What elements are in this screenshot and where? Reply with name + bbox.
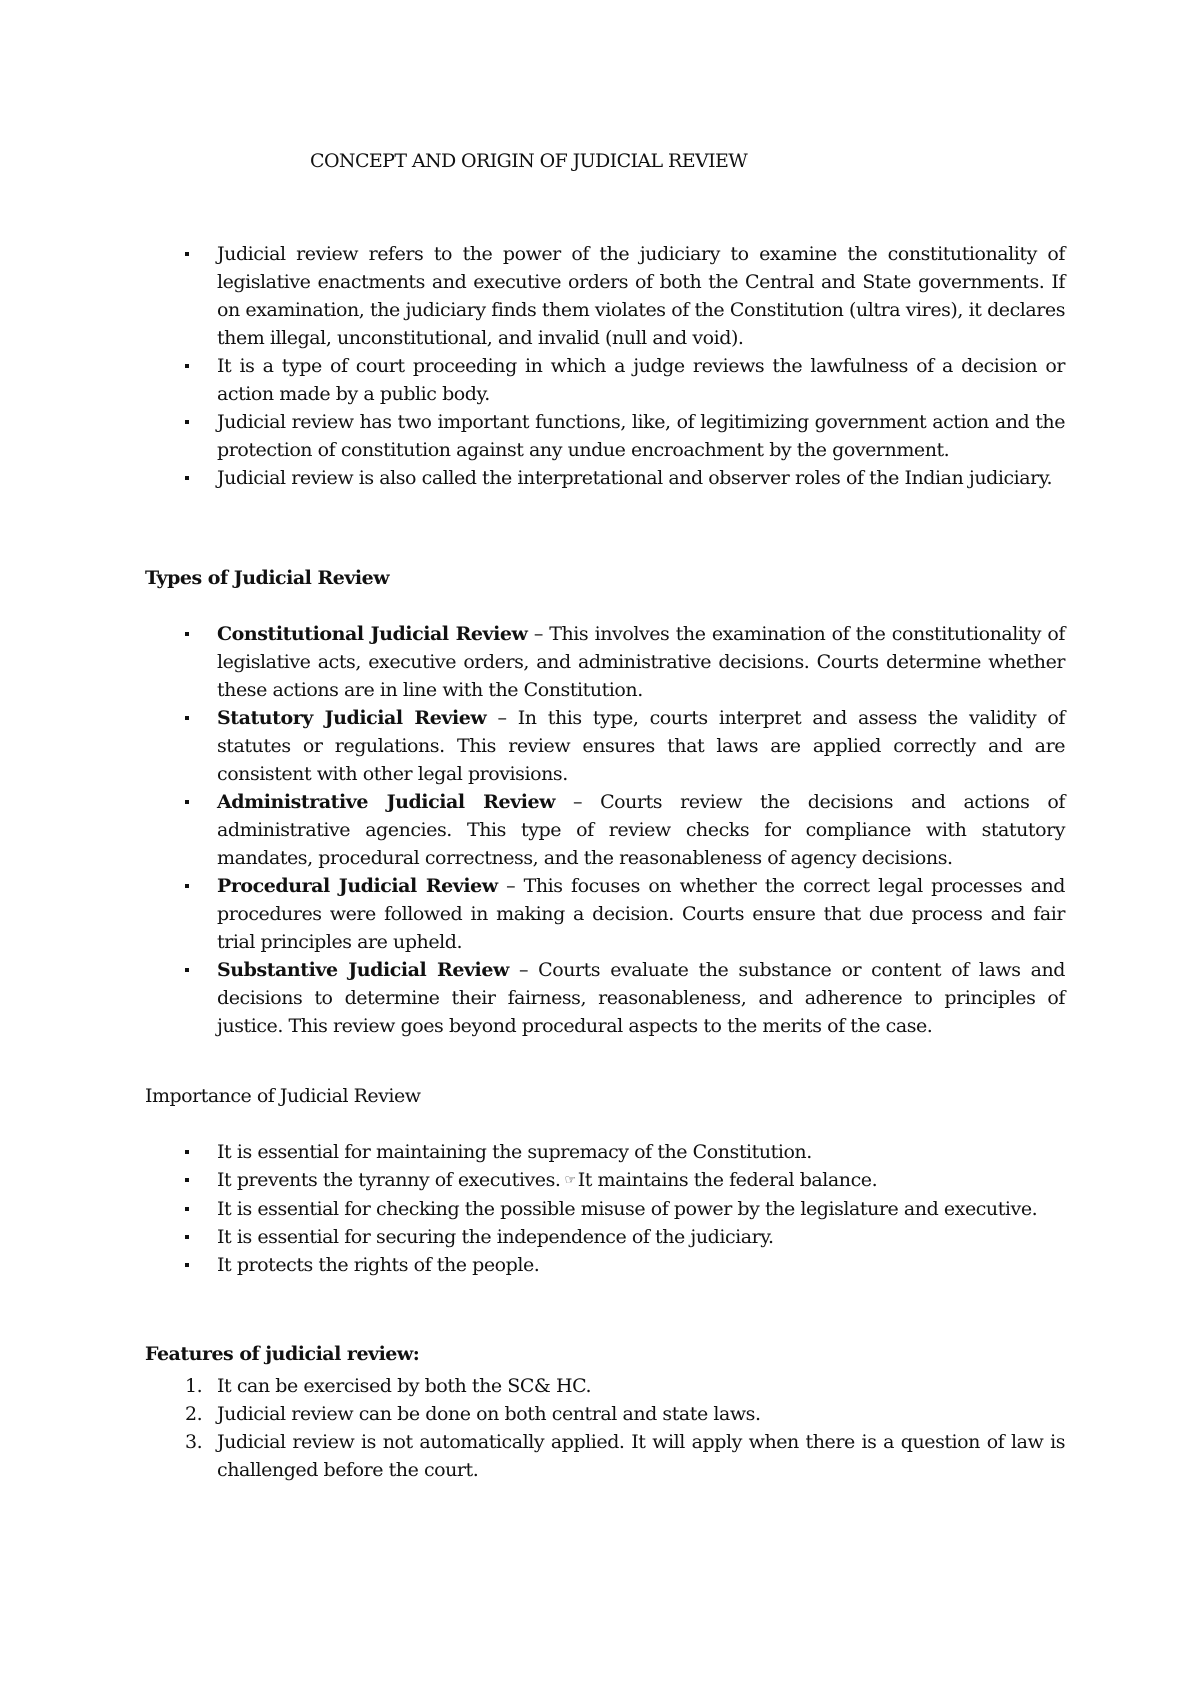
list-item bbox=[145, 956, 1065, 1040]
intro-bullet-list bbox=[145, 240, 1065, 492]
list-item bbox=[145, 1372, 1065, 1400]
list-item: It is essential for securing the independence of the judiciary. bbox=[145, 1223, 1065, 1251]
types-bullet-list bbox=[145, 620, 1065, 1040]
features-heading: Features of judicial review: bbox=[145, 1343, 420, 1365]
list-item bbox=[145, 872, 1065, 956]
type-term: Administrative Judicial Review bbox=[217, 791, 556, 813]
type-description: – This involves the examination of the constitutionality of legislative acts, executive orders, and administrative decisions. Courts determine whether these actions are in line with the Constitution. bbox=[217, 623, 1065, 701]
item-number: 3. bbox=[185, 1431, 203, 1453]
list-item bbox=[145, 1428, 1065, 1484]
list-item: Judicial review refers to the power of the judiciary to examine the constitutionality of legislative enactments and executive orders of both the Central and State governments. If on examination, the judiciary finds them violates of the Constitution (ultra vires), it declares them illegal, unconstitutional, and invalid (null and void). bbox=[145, 240, 1065, 352]
feature-text: Judicial review is not automatically applied. It will apply when there is a question of law is challenged before the court. bbox=[217, 1431, 1065, 1481]
list-item bbox=[145, 1400, 1065, 1428]
document-title: CONCEPT AND ORIGIN OF JUDICIAL REVIEW bbox=[310, 150, 748, 172]
list-item: It is essential for maintaining the supremacy of the Constitution. bbox=[145, 1138, 1065, 1166]
importance-heading: Importance of Judicial Review bbox=[145, 1085, 421, 1107]
features-numbered-list bbox=[145, 1372, 1065, 1484]
list-item: It is a type of court proceeding in which a judge reviews the lawfulness of a decision or action made by a public body. bbox=[145, 352, 1065, 408]
type-term: Constitutional Judicial Review bbox=[217, 623, 528, 645]
item-number: 2. bbox=[185, 1403, 203, 1425]
importance-continuation: It maintains the federal balance. bbox=[577, 1169, 878, 1191]
importance-bullet-list bbox=[145, 1138, 1065, 1279]
type-term: Substantive Judicial Review bbox=[217, 959, 509, 981]
type-description: – In this type, courts interpret and assess the validity of statutes or regulations. This review ensures that laws are applied correctly and are consistent with other legal provisions. bbox=[217, 707, 1065, 785]
pointing-hand-icon: ☞ bbox=[564, 1173, 576, 1188]
item-number: 1. bbox=[185, 1375, 203, 1397]
types-heading: Types of Judicial Review bbox=[145, 567, 390, 589]
feature-text: Judicial review can be done on both central and state laws. bbox=[217, 1403, 761, 1425]
list-item: Judicial review is also called the interpretational and observer roles of the Indian judiciary. bbox=[145, 464, 1065, 492]
importance-text: It prevents the tyranny of executives. bbox=[217, 1169, 561, 1191]
list-item bbox=[145, 704, 1065, 788]
list-item bbox=[145, 1166, 1065, 1195]
list-item: It protects the rights of the people. bbox=[145, 1251, 1065, 1279]
list-item bbox=[145, 788, 1065, 872]
type-description: – Courts evaluate the substance or content of laws and decisions to determine their fairness, reasonableness, and adherence to principles of justice. This review goes beyond procedural aspects to the merits of the case. bbox=[217, 959, 1065, 1037]
list-item: It is essential for checking the possible misuse of power by the legislature and executive. bbox=[145, 1195, 1065, 1223]
type-term: Statutory Judicial Review bbox=[217, 707, 487, 729]
list-item: Judicial review has two important functions, like, of legitimizing government action and the protection of constitution against any undue encroachment by the government. bbox=[145, 408, 1065, 464]
type-description: – This focuses on whether the correct legal processes and procedures were followed in making a decision. Courts ensure that due process and fair trial principles are upheld. bbox=[217, 875, 1065, 953]
type-description: – Courts review the decisions and actions of administrative agencies. This type of review checks for compliance with statutory mandates, procedural correctness, and the reasonableness of agency decisions. bbox=[217, 791, 1065, 869]
feature-text: It can be exercised by both the SC& HC. bbox=[217, 1375, 592, 1397]
type-term: Procedural Judicial Review bbox=[217, 875, 498, 897]
list-item bbox=[145, 620, 1065, 704]
